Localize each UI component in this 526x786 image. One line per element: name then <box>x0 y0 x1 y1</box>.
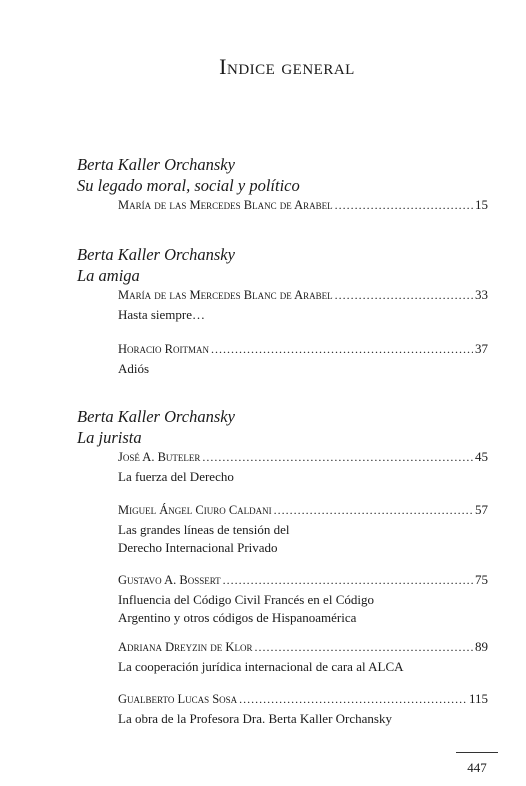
entry-work-line: La obra de la Profesora Dra. Berta Kaller Orchansky <box>118 711 392 726</box>
entry-page: 75 <box>475 572 488 587</box>
leader-dots <box>202 449 473 466</box>
leader-dots <box>211 341 473 358</box>
entry-author: Adriana Dreyzin de Klor <box>118 640 253 654</box>
entry-author: Gualberto Lucas Sosa <box>118 692 238 706</box>
leader-dots <box>254 639 473 656</box>
entry-work-line: Derecho Internacional Privado <box>118 539 278 555</box>
entry-page: 37 <box>475 341 488 356</box>
page-title <box>0 54 526 80</box>
toc-entry <box>118 571 488 626</box>
leader-dots <box>223 572 473 589</box>
section-heading-line: Berta Kaller Orchansky <box>77 155 235 174</box>
leader-dots <box>335 287 473 304</box>
entry-work <box>118 306 488 324</box>
toc-entry <box>118 286 488 324</box>
leader-dots <box>335 197 473 214</box>
toc-entry <box>118 501 488 556</box>
title-rest: ndice general <box>227 54 355 79</box>
section-heading-line: La amiga <box>77 266 140 285</box>
entry-author: María de las Mercedes Blanc de Arabel <box>118 198 333 212</box>
section-heading-line: Su legado moral, social y político <box>77 176 300 195</box>
entry-work-line: Influencia del Código Civil Francés en el Código <box>118 592 374 607</box>
entry-page: 89 <box>475 639 488 654</box>
title-initial: I <box>219 54 227 79</box>
section-heading-line: Berta Kaller Orchansky <box>77 245 235 264</box>
entry-page: 115 <box>468 691 488 706</box>
entry-page: 45 <box>475 449 488 464</box>
entry-work-line: Adiós <box>118 361 150 376</box>
entry-work-line: Hasta siempre… <box>118 307 206 322</box>
section-heading <box>77 244 235 286</box>
section-heading <box>77 406 235 448</box>
entry-work-line: La cooperación jurídica internacional de cara al ALCA <box>118 659 404 674</box>
footer-rule <box>456 752 498 753</box>
entry-work-line: Las grandes líneas de tensión del <box>118 522 290 537</box>
entry-author: Horacio Roitman <box>118 342 209 356</box>
entry-work-line: La fuerza del Derecho <box>118 469 234 484</box>
toc-entry <box>118 448 488 486</box>
entry-author: José A. Buteler <box>118 450 201 464</box>
entry-author: María de las Mercedes Blanc de Arabel <box>118 288 333 302</box>
section-heading <box>77 154 300 196</box>
entry-work <box>118 521 488 556</box>
entry-work <box>118 360 488 378</box>
entry-author: Miguel Ángel Ciuro Caldani <box>118 503 272 517</box>
entry-page: 15 <box>475 197 488 212</box>
entry-work <box>118 591 488 626</box>
entry-work <box>118 658 488 676</box>
page-number: 447 <box>467 760 487 775</box>
entry-author: Gustavo A. Bossert <box>118 573 221 587</box>
toc-entry <box>118 638 488 676</box>
entry-work <box>118 710 488 728</box>
section-heading-line: La jurista <box>77 428 142 447</box>
entry-page: 57 <box>475 502 488 517</box>
leader-dots <box>274 502 473 519</box>
toc-entry <box>118 690 488 728</box>
toc-entry <box>118 340 488 378</box>
section-heading-line: Berta Kaller Orchansky <box>77 407 235 426</box>
entry-page: 33 <box>475 287 488 302</box>
entry-work <box>118 468 488 486</box>
toc-entry <box>118 196 488 214</box>
entry-work-line: Argentino y otros códigos de Hispanoamérica <box>118 609 357 625</box>
leader-dots <box>239 691 467 708</box>
